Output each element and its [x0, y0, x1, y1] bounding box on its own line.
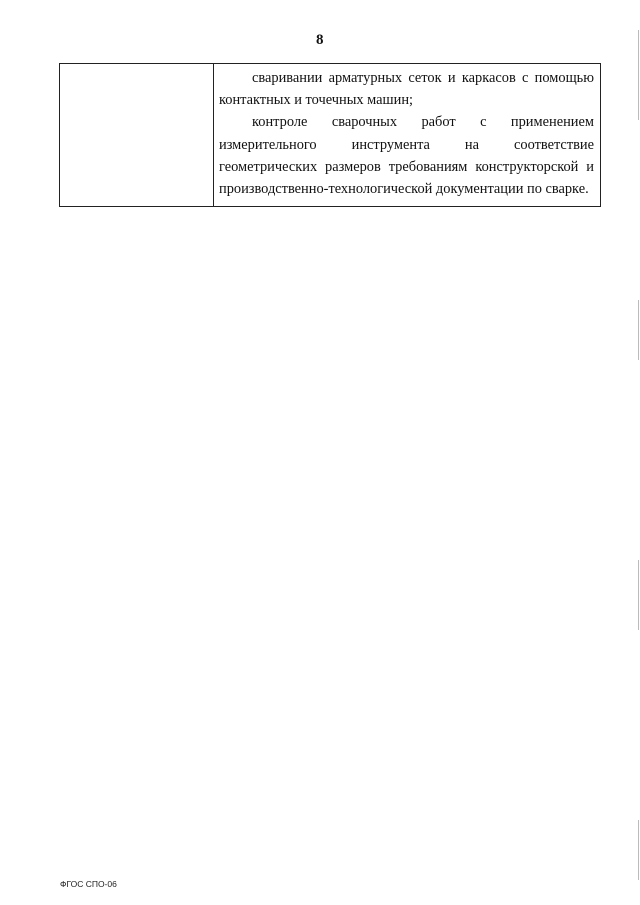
table-cell-right — [214, 64, 600, 206]
table-cell-left — [60, 64, 214, 206]
scan-edge-marks — [637, 0, 639, 905]
competency-table — [59, 63, 601, 207]
paragraph-welding-meshes: сваривании арматурных сеток и каркасов с помощью контактных и точечных машин; — [219, 70, 594, 109]
footer-document-code: ФГОС СПО-06 — [60, 879, 117, 889]
page-number: 8 — [316, 32, 324, 48]
paragraph-welding-control: контроле сварочных работ с применением измерительного инструмента на соответствие геометрических размеров требованиям конструкторской и производственно-технологической документации по сварке. — [219, 114, 594, 198]
